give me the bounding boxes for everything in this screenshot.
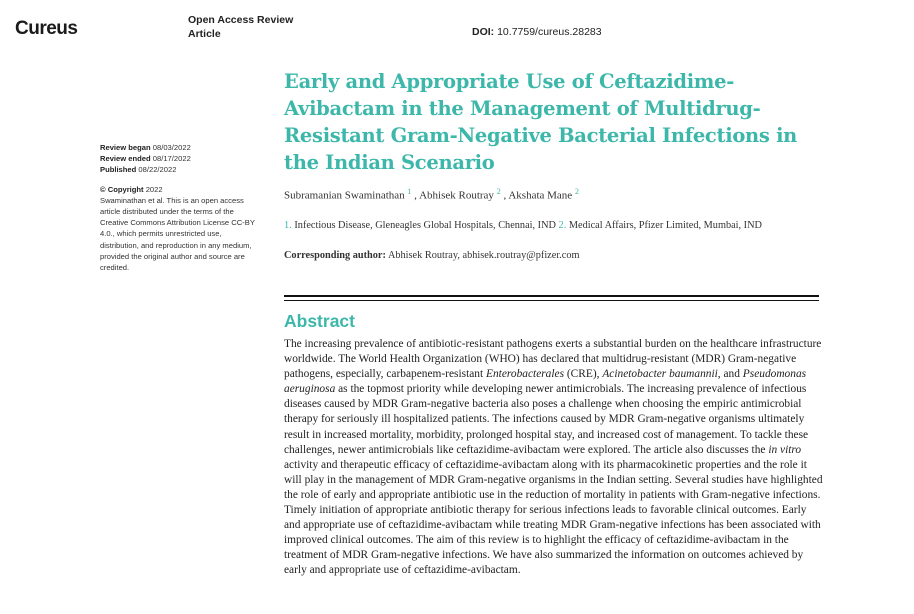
license-text: Swaminathan et al. This is an open access article distributed under the terms of the Creative Commons Attribution License CC-BY 4.0., which permits unrestricted use, distribution, and reproduction in any medium, provided the original author and source are credited. — [100, 195, 255, 273]
author-name[interactable]: Abhisek Routray — [419, 189, 494, 202]
copyright: © Copyright 2022 — [100, 184, 163, 194]
affiliation-text: Infectious Disease, Gleneagles Global Hospitals, Chennai, IND — [294, 219, 556, 231]
review-ended: Review ended 08/17/2022 — [100, 154, 191, 164]
affiliation-number: 1. — [284, 219, 292, 231]
article-type-line2: Article — [188, 28, 221, 40]
article-type — [188, 13, 348, 41]
abstract-body: The increasing prevalence of antibiotic-resistant pathogens exerts a substantial burden on the healthcare infrastructure worldwide. The World Health Organization (WHO) has declared that multidrug-resistant (MDR) Gram-negative pathogens, especially, carbapenem-resistant Enterobacterales (CRE), Acinetobacter baumannii, and Pseudomonas aeruginosa as the topmost priority while developing newer antimicrobials. The increasing prevalence of infectious diseases caused by MDR Gram-negative bacteria also poses a challenge when choosing the empiric antimicrobial therapy for seriously ill hospitalized patients. The infections caused by MDR Gram-negative organisms ultimately result in increased mortality, morbidity, prolonged hospital stay, and increased cost of management. To tackle these challenges, newer antimicrobials like ceftazidime-avibactam were explored. The article also discusses the in vitro activity and therapeutic efficacy of ceftazidime-avibactam along with its pharmacokinetic properties and the role it will play in the management of MDR Gram-negative organisms in the Indian setting. Several studies have highlighted the role of early and appropriate antibiotic use in the reduction of mortality in patients with Gram-negative infections. Timely initiation of appropriate antibiotic therapy for serious infections leads to favorable clinical outcomes. Early and appropriate use of ceftazidime-avibactam while treating MDR Gram-negative infections has been associated with improved clinical outcomes. The aim of this review is to highlight the efficacy of ceftazidime-avibactam in the treatment of MDR Gram-negative infections. We have also summarized the information on outcomes achieved by early and appropriate use of ceftazidime-avibactam. — [284, 338, 823, 577]
author-affiliation-ref[interactable]: 1 — [407, 187, 412, 196]
author-affiliation-ref[interactable]: 2 — [574, 187, 579, 196]
corresponding-label: Corresponding author: — [284, 249, 386, 261]
corresponding-contact[interactable]: Abhisek Routray, abhisek.routray@pfizer.com — [387, 249, 580, 261]
author-name[interactable]: Subramanian Swaminathan — [284, 189, 405, 202]
author-list: Subramanian Swaminathan $^1$ , Abhisek Routray $^2$ , Akshata Mane $^2$ — [284, 187, 579, 202]
article-type-line1: Open Access Review — [188, 14, 294, 26]
article-sidebar — [100, 142, 262, 273]
affiliation-text: Medical Affairs, Pfizer Limited, Mumbai, IND — [568, 219, 762, 231]
divider-thick — [284, 295, 819, 297]
article-title: Early and Appropriate Use of Ceftazidime-Avibactam in the Management of Multidrug-Resistant Gram-Negative Bacterial Infections in the Indian Scenario — [284, 70, 798, 174]
abstract-heading: Abstract — [284, 311, 355, 331]
doi-label: DOI: — [472, 26, 495, 38]
doi-value[interactable]: 10.7759/cureus.28283 — [497, 26, 602, 38]
doi — [472, 26, 602, 38]
journal-logo: Cureus — [15, 18, 78, 39]
review-began: Review began 08/03/2022 — [100, 143, 191, 152]
corresponding-author — [284, 250, 824, 261]
author-affiliation-ref[interactable]: 2 — [496, 187, 501, 196]
affiliation-number: 2. — [558, 219, 567, 231]
author-name[interactable]: Akshata Mane — [508, 189, 573, 202]
article-header — [284, 68, 824, 261]
affiliations — [284, 220, 824, 231]
published-date: Published 08/22/2022 — [100, 165, 177, 175]
divider-thin — [284, 300, 819, 301]
